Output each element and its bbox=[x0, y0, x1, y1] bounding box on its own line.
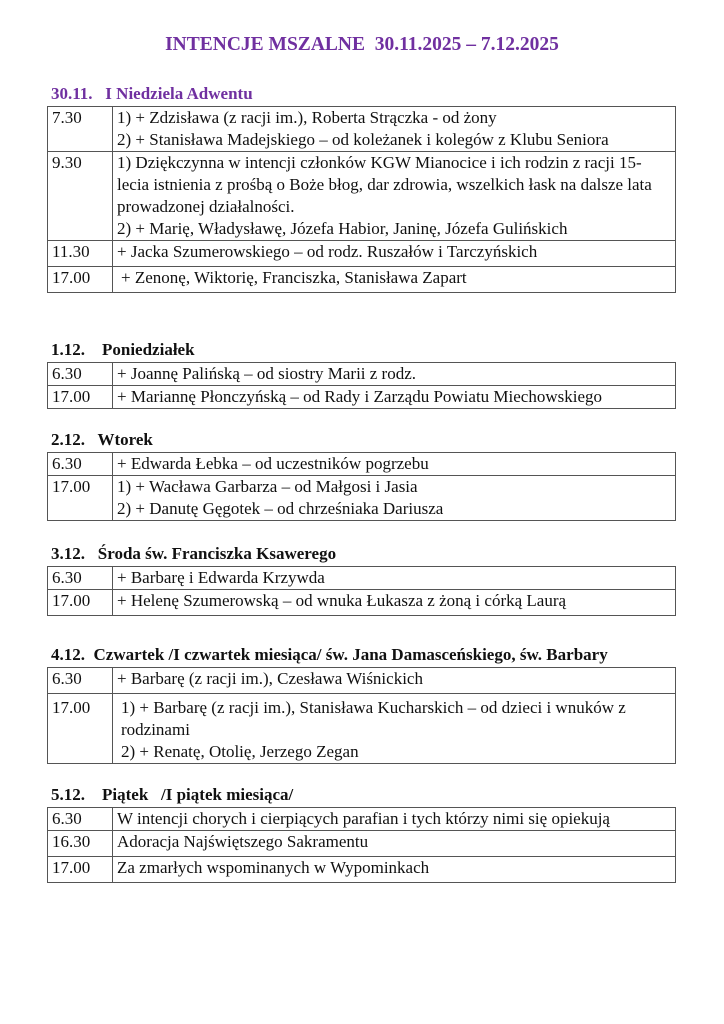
mass-row bbox=[48, 476, 676, 521]
day-section-sunday bbox=[51, 84, 676, 293]
mass-intention bbox=[113, 267, 676, 293]
day-section-thursday bbox=[51, 645, 676, 764]
mass-intention bbox=[113, 857, 676, 883]
mass-intention bbox=[113, 363, 676, 386]
mass-row bbox=[48, 668, 676, 694]
day-heading: 1.12. Poniedziałek bbox=[51, 340, 195, 359]
mass-time: 17.00 bbox=[48, 476, 113, 521]
intention-line: 2) + Danutę Gęgotek – od chrześniaka Dariusza bbox=[117, 499, 444, 518]
intention-line: + Joannę Palińską – od siostry Marii z rodz. bbox=[117, 364, 417, 383]
page-title: INTENCJE MSZALNE 30.11.2025 – 7.12.2025 bbox=[165, 34, 559, 55]
mass-intention bbox=[113, 453, 676, 476]
intention-line: 2) + Stanisława Madejskiego – od koleżanek i kolegów z Klubu Seniora bbox=[117, 130, 609, 149]
mass-table bbox=[47, 106, 676, 293]
mass-time: 17.00 bbox=[48, 267, 113, 293]
mass-intention bbox=[113, 694, 676, 764]
mass-intention bbox=[113, 590, 676, 616]
mass-time: 6.30 bbox=[48, 567, 113, 590]
day-heading: 2.12. Wtorek bbox=[51, 430, 153, 449]
intention-line: 2) + Marię, Władysławę, Józefa Habior, Janinę, Józefa Gulińskich bbox=[117, 219, 568, 238]
mass-time: 7.30 bbox=[48, 107, 113, 152]
intention-line: + Barbarę (z racji im.), Czesława Wiśnickich bbox=[117, 669, 423, 688]
mass-row bbox=[48, 267, 676, 293]
day-section-wednesday bbox=[51, 544, 676, 616]
mass-row bbox=[48, 831, 676, 857]
mass-row bbox=[48, 694, 676, 764]
intention-line: + Edwarda Łebka – od uczestników pogrzebu bbox=[117, 454, 429, 473]
intention-line: + Barbarę i Edwarda Krzywda bbox=[117, 568, 325, 587]
day-heading: 5.12. Piątek /I piątek miesiąca/ bbox=[51, 785, 294, 804]
mass-time: 6.30 bbox=[48, 453, 113, 476]
intention-line: + Helenę Szumerowską – od wnuka Łukasza z żoną i córką Laurą bbox=[117, 591, 567, 610]
intention-line: 2) + Renatę, Otolię, Jerzego Zegan bbox=[121, 742, 359, 761]
mass-row bbox=[48, 453, 676, 476]
mass-intention bbox=[113, 107, 676, 152]
mass-row bbox=[48, 241, 676, 267]
intention-line: Za zmarłych wspominanych w Wypominkach bbox=[117, 858, 430, 877]
mass-time: 16.30 bbox=[48, 831, 113, 857]
day-heading: 3.12. Środa św. Franciszka Ksawerego bbox=[51, 544, 337, 563]
intention-line: 1) + Barbarę (z racji im.), Stanisława Kucharskich – od dzieci i wnuków z rodzinami bbox=[121, 698, 626, 739]
mass-intention bbox=[113, 668, 676, 694]
mass-intention bbox=[113, 476, 676, 521]
mass-time: 6.30 bbox=[48, 668, 113, 694]
mass-row bbox=[48, 363, 676, 386]
mass-table bbox=[47, 807, 676, 883]
mass-time: 11.30 bbox=[48, 241, 113, 267]
mass-row bbox=[48, 857, 676, 883]
mass-table bbox=[47, 362, 676, 409]
intention-line: + Zenonę, Wiktorię, Franciszka, Stanisława Zapart bbox=[121, 268, 467, 287]
mass-time: 6.30 bbox=[48, 363, 113, 386]
intention-line: 1) + Zdzisława (z racji im.), Roberta Strączka - od żony bbox=[117, 108, 497, 127]
mass-time: 17.00 bbox=[48, 857, 113, 883]
intention-line: + Jacka Szumerowskiego – od rodz. Ruszałów i Tarczyńskich bbox=[117, 242, 538, 261]
mass-intention bbox=[113, 152, 676, 241]
intention-line: 1) + Wacława Garbarza – od Małgosi i Jasia bbox=[117, 477, 418, 496]
mass-row bbox=[48, 567, 676, 590]
mass-time: 6.30 bbox=[48, 808, 113, 831]
mass-time: 17.00 bbox=[48, 386, 113, 409]
mass-table bbox=[47, 566, 676, 616]
intention-line: Adoracja Najświętszego Sakramentu bbox=[117, 832, 369, 851]
day-section-monday bbox=[51, 340, 676, 409]
mass-row bbox=[48, 590, 676, 616]
mass-row bbox=[48, 107, 676, 152]
day-heading: 30.11. I Niedziela Adwentu bbox=[51, 84, 253, 103]
mass-intention bbox=[113, 567, 676, 590]
mass-time: 9.30 bbox=[48, 152, 113, 241]
day-section-tuesday bbox=[51, 430, 676, 521]
mass-intention bbox=[113, 386, 676, 409]
mass-row bbox=[48, 386, 676, 409]
day-section-friday bbox=[51, 785, 676, 883]
intention-line: + Mariannę Płonczyńską – od Rady i Zarządu Powiatu Miechowskiego bbox=[117, 387, 603, 406]
mass-table bbox=[47, 667, 676, 764]
mass-row bbox=[48, 808, 676, 831]
intention-line: W intencji chorych i cierpiących parafian i tych którzy nimi się opiekują bbox=[117, 809, 610, 828]
mass-intention bbox=[113, 831, 676, 857]
mass-time: 17.00 bbox=[48, 694, 113, 764]
mass-intention bbox=[113, 241, 676, 267]
mass-table bbox=[47, 452, 676, 521]
mass-row bbox=[48, 152, 676, 241]
day-heading: 4.12. Czwartek /I czwartek miesiąca/ św. Jana Damasceńskiego, św. Barbary bbox=[51, 645, 608, 664]
mass-intention bbox=[113, 808, 676, 831]
mass-time: 17.00 bbox=[48, 590, 113, 616]
intention-line: 1) Dziękczynna w intencji członków KGW Mianocice i ich rodzin z racji 15-lecia istnienia z prośbą o Boże błog, dar zdrowia, wszelkich łask na dalsze lata prowadzonej działalności. bbox=[117, 153, 652, 216]
